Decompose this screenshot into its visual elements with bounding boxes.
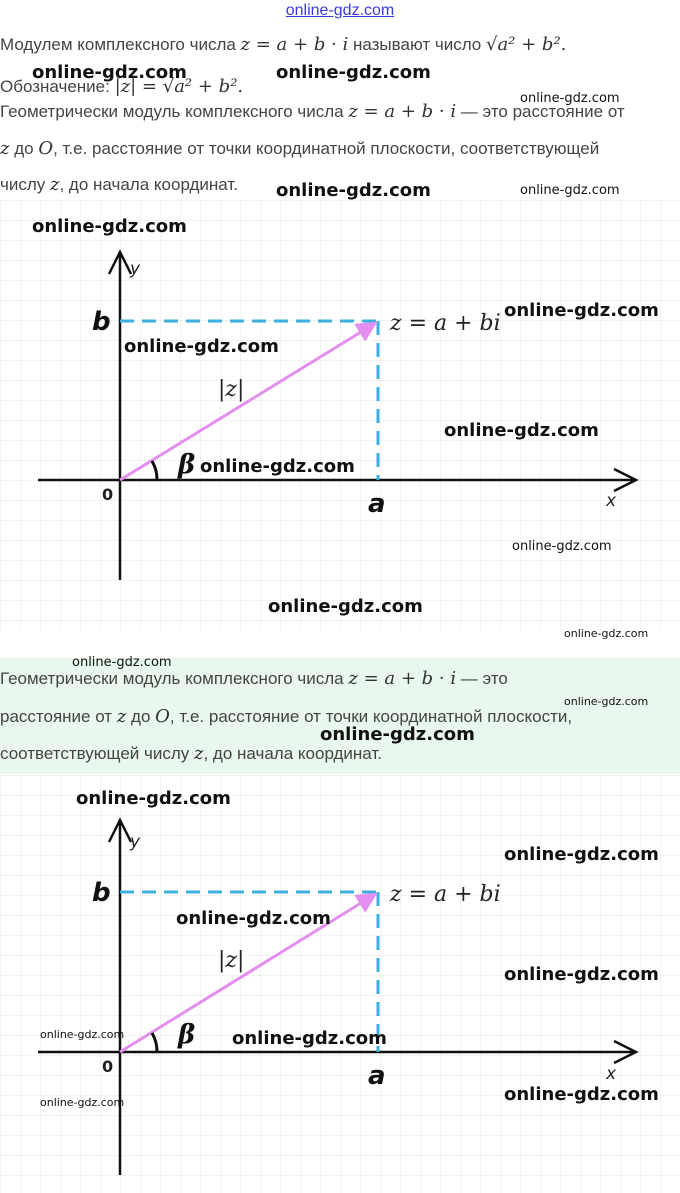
label-modulus: |z| <box>218 948 245 973</box>
watermark: online-gdz.com <box>32 216 187 237</box>
watermark: online-gdz.com <box>504 844 659 865</box>
text: , т.е. расстояние от точки координатной плоскости, <box>169 707 573 726</box>
math-z: z <box>194 743 204 764</box>
text: до <box>126 707 156 726</box>
watermark: online-gdz.com <box>72 655 172 670</box>
math-z: z = a + b · i <box>348 668 457 689</box>
watermark: online-gdz.com <box>512 539 612 554</box>
site-header-link[interactable]: online-gdz.com <box>285 2 395 19</box>
watermark: online-gdz.com <box>124 336 279 357</box>
label-a: a <box>368 1061 386 1091</box>
watermark: online-gdz.com <box>200 456 355 477</box>
watermark: online-gdz.com <box>76 788 231 809</box>
watermark: online-gdz.com <box>564 695 649 708</box>
math-z: z = a + b · i <box>348 101 457 122</box>
watermark: online-gdz.com <box>276 180 431 201</box>
definition-line-4 <box>0 130 599 167</box>
math-z: z = a + b · i <box>240 34 349 55</box>
math-o: O <box>155 706 170 727</box>
label-origin: 0 <box>102 485 114 504</box>
watermark: online-gdz.com <box>276 62 431 83</box>
text: называют число <box>348 35 486 54</box>
definition-line-5 <box>0 166 238 203</box>
math-notation: |z| = √a² + b². <box>114 76 244 97</box>
watermark: online-gdz.com <box>32 62 187 83</box>
callout-line-2 <box>0 698 572 735</box>
watermark: online-gdz.com <box>520 91 620 106</box>
label-angle: β <box>178 450 196 480</box>
label-y: y <box>130 259 141 279</box>
text: Геометрически модуль комплексного числа <box>0 102 349 121</box>
math-z: z <box>50 174 60 195</box>
label-x: x <box>606 1064 617 1084</box>
math-z: z <box>116 706 127 727</box>
text: , до начала координат. <box>203 744 383 763</box>
definition-line-1 <box>0 26 566 63</box>
watermark: online-gdz.com <box>232 1028 387 1049</box>
watermark: online-gdz.com <box>40 1096 125 1109</box>
watermark: online-gdz.com <box>320 724 475 745</box>
watermark: online-gdz.com <box>444 420 599 441</box>
watermark: online-gdz.com <box>504 964 659 985</box>
label-point: z = a + bi <box>390 882 501 907</box>
label-point: z = a + bi <box>390 311 501 336</box>
watermark: online-gdz.com <box>520 183 620 198</box>
text: числу <box>0 175 50 194</box>
text: Модулем комплексного числа <box>0 35 241 54</box>
label-x: x <box>606 491 617 511</box>
watermark: online-gdz.com <box>40 1028 125 1041</box>
label-origin: 0 <box>102 1057 114 1076</box>
math-o: O <box>38 138 54 159</box>
text: Геометрически модуль комплексного числа <box>0 669 349 688</box>
text: до <box>9 139 39 158</box>
math-z: z <box>0 138 10 159</box>
label-a: a <box>368 489 386 519</box>
grid-background <box>0 200 680 630</box>
text: соответствующей числу <box>0 744 194 763</box>
label-angle: β <box>178 1020 196 1050</box>
text: — это <box>456 669 508 688</box>
text: Обозначение: <box>0 77 115 96</box>
watermark: online-gdz.com <box>504 300 659 321</box>
text: , до начала координат. <box>59 175 239 194</box>
watermark: online-gdz.com <box>504 1084 659 1105</box>
label-y: y <box>130 832 141 852</box>
text: расстояние от <box>0 707 117 726</box>
text: , т.е. расстояние от точки координатной плоскости, соответствующей <box>53 139 600 158</box>
label-b: b <box>92 878 111 908</box>
watermark: online-gdz.com <box>268 596 423 617</box>
watermark: online-gdz.com <box>176 908 331 929</box>
text: — это расстояние от <box>456 102 625 121</box>
math-formula: √a² + b². <box>485 34 567 55</box>
label-modulus: |z| <box>218 377 245 402</box>
watermark: online-gdz.com <box>564 627 649 640</box>
label-b: b <box>92 307 111 337</box>
